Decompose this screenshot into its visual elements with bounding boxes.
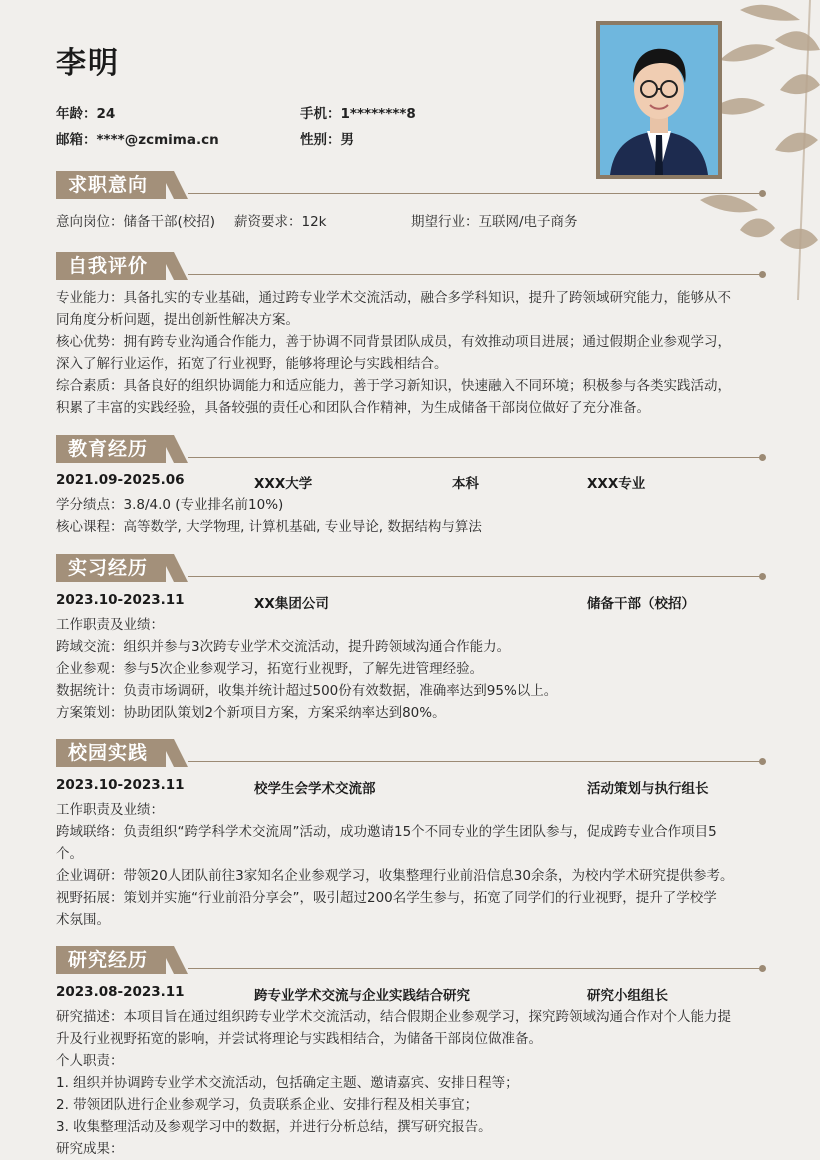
header-slant-icon [160,946,188,974]
self-line: 综合素质：具备良好的组织协调能力和适应能力，善于学习新知识，快速融入不同环境；积极参与各类实践活动， [56,378,731,394]
intern-role: 储备干部（校招） [587,596,695,612]
section-dot [759,573,766,580]
section-rule [188,274,762,275]
section-dot [759,454,766,461]
section-rule [188,576,762,577]
research-line: 研究成果： [56,1141,124,1157]
email-field: 邮箱：****@zcmima.cn [56,132,219,148]
section-header-self [56,252,766,280]
research-line: 1. 组织并协调跨专业学术交流活动，包括确定主题、邀请嘉宾、安排日程等； [56,1075,519,1091]
section-header-campus [56,739,766,767]
section-header-research [56,946,766,974]
phone-field: 手机：1********8 [300,106,416,122]
section-title: 求职意向 [56,171,166,199]
gender-field: 性别：男 [300,132,354,148]
campus-org: 校学生会学术交流部 [254,781,376,797]
intent-industry: 期望行业：互联网/电子商务 [411,214,578,230]
header-slant-icon [160,435,188,463]
intern-line: 跨域交流：组织并参与3次跨专业学术交流活动，提升跨领域沟通合作能力。 [56,639,511,655]
campus-line: 个。 [56,846,83,862]
header-slant-icon [160,739,188,767]
section-rule [188,968,762,969]
research-line: 3. 收集整理活动及参观学习中的数据，并进行分析总结，撰写研究报告。 [56,1119,492,1135]
campus-line: 企业调研：带领20人团队前往3家知名企业参观学习，收集整理行业前沿信息30余条，为校内学术研究提供参考。 [56,868,734,884]
self-line: 核心优势：拥有跨专业沟通合作能力，善于协调不同背景团队成员，有效推动项目进展；通过假期企业参观学习， [56,334,731,350]
campus-date: 2023.10-2023.11 [56,777,185,793]
edu-major: XXX专业 [587,476,646,492]
research-line: 研究描述：本项目旨在通过组织跨专业学术交流活动，结合假期企业参观学习，探究跨领域沟通合作对个人能力提 [56,1009,731,1025]
section-dot [759,190,766,197]
candidate-name: 李明 [56,46,120,81]
research-line: 2. 带领团队进行企业参观学习，负责联系企业、安排行程及相关事宜； [56,1097,479,1113]
header-slant-icon [160,554,188,582]
intern-line: 方案策划：协助团队策划2个新项目方案，方案采纳率达到80%。 [56,705,446,721]
section-title: 自我评价 [56,252,166,280]
edu-date: 2021.09-2025.06 [56,472,185,488]
age-field: 年龄：24 [56,106,116,122]
research-role: 研究小组组长 [587,988,668,1004]
campus-role: 活动策划与执行组长 [587,781,709,797]
intern-date: 2023.10-2023.11 [56,592,185,608]
intern-line: 企业参观：参与5次企业参观学习，拓宽行业视野，了解先进管理经验。 [56,661,484,677]
section-title: 校园实践 [56,739,166,767]
research-project: 跨专业学术交流与企业实践结合研究 [254,988,470,1004]
edu-degree: 本科 [452,476,479,492]
intent-position: 意向岗位：储备干部(校招) [56,214,216,230]
self-line: 专业能力：具备扎实的专业基础，通过跨专业学术交流活动，融合多学科知识，提升了跨领域研究能力，能够从不 [56,290,731,306]
intent-salary: 薪资要求：12k [234,214,327,230]
section-title: 教育经历 [56,435,166,463]
campus-line: 视野拓展：策划并实施“行业前沿分享会”，吸引超过200名学生参与，拓宽了同学们的行业视野，提升了学校学 [56,890,717,906]
intern-line: 数据统计：负责市场调研，收集并统计超过500份有效数据，准确率达到95%以上。 [56,683,558,699]
header-slant-icon [160,171,188,199]
campus-line: 术氛围。 [56,912,110,928]
section-rule [188,761,762,762]
section-title: 实习经历 [56,554,166,582]
section-rule [188,193,762,194]
intern-company: XX集团公司 [254,596,329,612]
section-dot [759,271,766,278]
self-line: 积累了丰富的实践经验，具备较强的责任心和团队合作精神，为生成储备干部岗位做好了充分准备。 [56,400,650,416]
section-title: 研究经历 [56,946,166,974]
edu-line: 核心课程：高等数学, 大学物理, 计算机基础, 专业导论, 数据结构与算法 [56,519,482,535]
self-line: 深入了解行业运作，拓宽了行业视野，能够将理论与实践相结合。 [56,356,448,372]
section-dot [759,758,766,765]
campus-line: 跨域联络：负责组织“跨学科学术交流周”活动，成功邀请15个不同专业的学生团队参与，促成跨专业合作项目5 [56,824,717,840]
section-header-intent [56,171,766,199]
research-date: 2023.08-2023.11 [56,984,185,1000]
section-header-internship [56,554,766,582]
campus-line: 工作职责及业绩： [56,802,164,818]
intern-line: 工作职责及业绩： [56,617,164,633]
header-slant-icon [160,252,188,280]
avatar-illustration [600,25,718,175]
section-dot [759,965,766,972]
research-line: 升及行业视野拓宽的影响，并尝试将理论与实践相结合，为储备干部岗位做准备。 [56,1031,542,1047]
self-line: 同角度分析问题，提出创新性解决方案。 [56,312,299,328]
section-header-education [56,435,766,463]
edu-line: 学分绩点：3.8/4.0 (专业排名前10%) [56,497,284,513]
profile-photo [596,21,722,179]
section-rule [188,457,762,458]
research-line: 个人职责： [56,1053,124,1069]
edu-school: XXX大学 [254,476,313,492]
